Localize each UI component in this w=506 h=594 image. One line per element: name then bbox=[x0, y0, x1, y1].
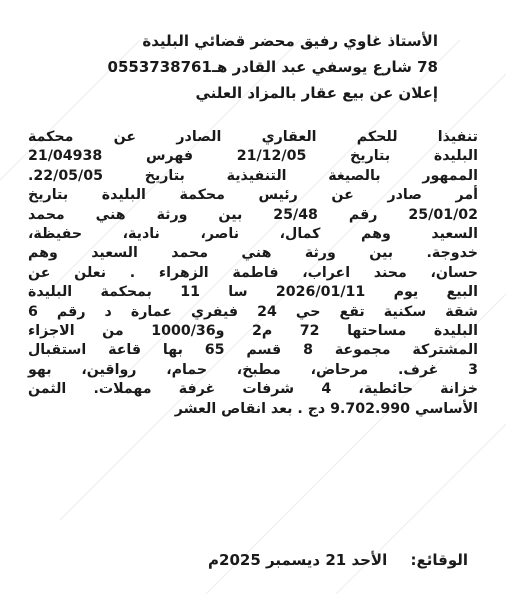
footer-line bbox=[68, 549, 468, 571]
body-line: البليدة بتاريخ 21/12/05 فهرس 21/04938 bbox=[28, 148, 478, 165]
publication-date: الأحد 21 ديسمبر 2025م bbox=[208, 551, 388, 569]
notice-title: إعلان عن بيع عقار بالمزاد العلني bbox=[195, 84, 438, 102]
bailiff-address-line: 78 شارع يوسفي عبد القادر هـ0553738761 bbox=[107, 58, 438, 76]
body-line: خزانة حائطية، 4 شرفات غرفة مهملات. الثمن bbox=[28, 381, 478, 398]
body-line: شقة سكنية تقع حي 24 فيفري عمارة د رقم 6 bbox=[28, 303, 478, 320]
body-line: الممهور بالصيغة التنفيذية بتاريخ 22/05/05. bbox=[28, 167, 478, 184]
body-line: البيع يوم 2026/01/11 سا 11 بمحكمة البليدة bbox=[28, 284, 478, 301]
bailiff-name-line: الأستاذ غاوي رفيق محضر قضائي البليدة bbox=[142, 32, 438, 50]
body-line: السعيد وهم كمال، ناصر، نادية، حفيظة، bbox=[28, 226, 478, 243]
body-line: 3 غرف. مرحاض، مطبخ، حمام، رواقين، بهو bbox=[28, 361, 478, 378]
footer-label: الوقائع: bbox=[410, 551, 468, 569]
notice-body bbox=[28, 128, 478, 419]
body-line: 25/01/02 رقم 25/48 بين ورثة هني محمد bbox=[28, 206, 478, 223]
body-line: حسان، محند اعراب، فاطمة الزهراء . نعلن عن bbox=[28, 264, 478, 281]
body-line: تنفيذا للحكم العقاري الصادر عن محكمة bbox=[28, 129, 478, 145]
body-line: خدوجة. بين ورثة هني محمد السعيد وهم bbox=[28, 245, 478, 262]
body-line: البليدة مساحتها 72 م2 و1000/36 من الاجزاء bbox=[28, 323, 478, 340]
body-line: أمر صادر عن رئيس محكمة البليدة بتاريخ bbox=[28, 187, 478, 204]
body-line: المشتركة مجموعة 8 قسم 65 بها قاعة استقبال bbox=[28, 342, 479, 359]
header-block bbox=[58, 28, 438, 106]
body-line: الأساسي 9.702.990 دج . بعد انقاص العشر bbox=[174, 400, 478, 417]
